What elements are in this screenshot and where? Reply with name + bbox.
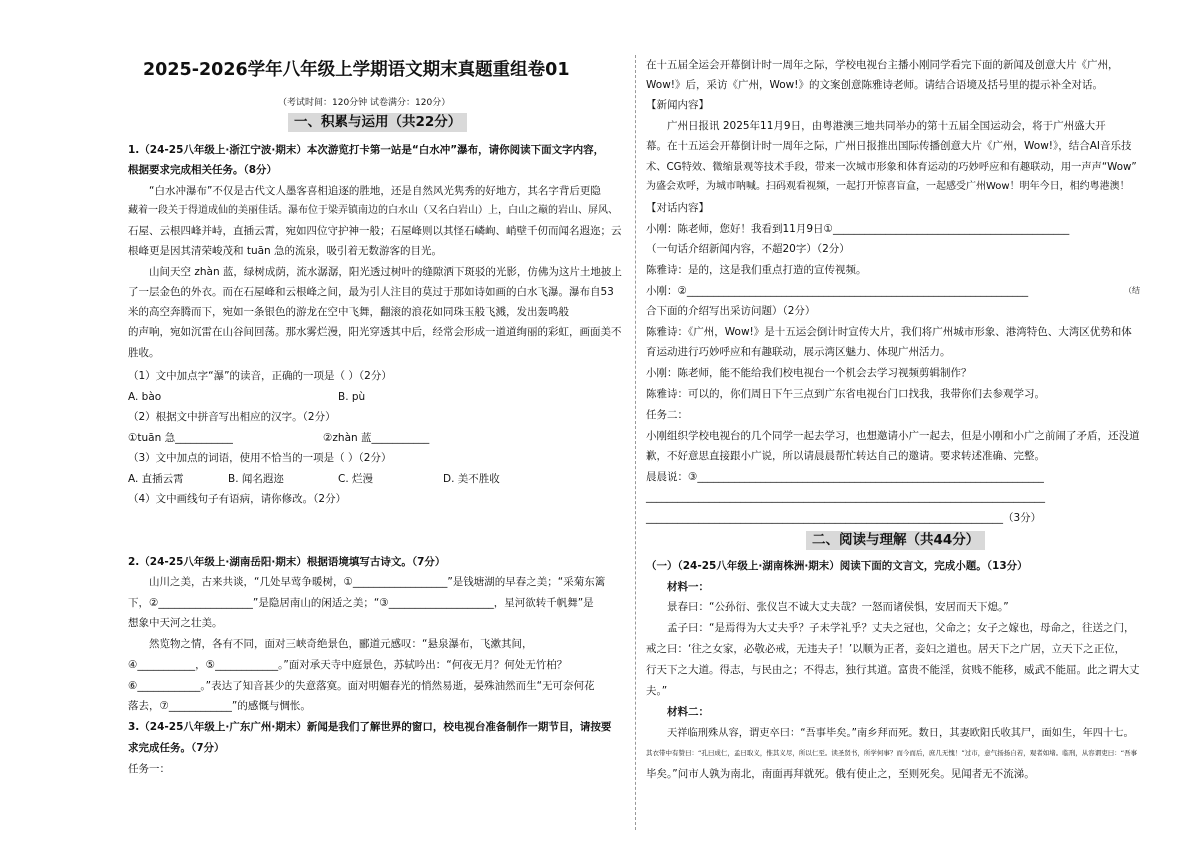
material-2-line: 其衣带中有赞曰：“孔曰成仁，孟曰取义，惟其义尽，所以仁至。读圣贤书，所学何事？而今而后，庶几无愧！”过市，意气扬扬自若，观者如堵。临刑，从容谓吏曰：“吾事 — [646, 749, 1138, 757]
news-line: 为盛会欢呼，为城市呐喊。扫码观看视频，一起打开惊喜盲盒，一起感受广州Wow！明年今日，相约粤港澳！ — [646, 181, 1130, 192]
q1-paragraph-line: 的声响，宛如沉雷在山谷间回荡。那水雾烂漫，阳光穿透其中后，经常会形成一道道绚丽的彩虹，画面美不 — [128, 326, 622, 338]
q1-paragraph-line: 米的高空奔腾而下，宛如一条银色的游龙在空中飞舞，翻滚的浪花如同珠玉般飞溅，发出轰鸣般 — [128, 306, 569, 318]
q1-sub1-option-a: A. bào — [128, 391, 162, 403]
q2-heading: 2.（24-25八年级上·湖南岳阳·期末）根据语境填写古诗文。（7分） — [128, 556, 446, 568]
news-line: 广州日报讯 2025年11月9日，由粤港澳三地共同举办的第十五届全国运动会，将于广州盛大开 — [667, 120, 1106, 132]
material-2-line: 毕矣。”问市人孰为南北，南面再拜就死。俄有使止之，至则死矣。见闻者无不流涕。 — [646, 768, 1035, 780]
task2-blank-line: ____________________________________________________________________________ — [646, 491, 1045, 503]
dialog-line: 育运动进行巧妙呼应和有趣联动，展示湾区魅力、体现广州活力。 — [646, 346, 951, 358]
q2-line: ⑥____________。”表达了知音甚少的失意落寞。面对明媚春光的悄然易逝，晏殊油然而生“无可奈何花 — [128, 680, 595, 692]
dialog-label: 【对话内容】 — [646, 202, 709, 214]
q1-sub3-option-d: D. 美不胜收 — [443, 473, 500, 485]
q1-paragraph-line: 了一层金色的外衣。而在石屋峰和云根峰之间，最为引人注目的莫过于那如诗如画的白水飞瀑。瀑布自53 — [128, 286, 614, 298]
q1-sub1: （1）文中加点字“瀑”的读音，正确的一项是（ ）（2分） — [128, 370, 392, 382]
q2-line: 落去，⑦____________”的感慨与惆怅。 — [128, 700, 311, 712]
q1-sub3: （3）文中加点的词语，使用不恰当的一项是（ ）（2分） — [128, 452, 392, 464]
material-1-label: 材料一： — [667, 581, 709, 593]
dialog-line: 小刚：②_________________________________________________________________ — [646, 285, 1029, 297]
q1-paragraph-line: 石屋、云根四峰并峙，直插云霄，宛如四位守护神一般；石屋峰则以其怪石嶙峋、峭壁千仞而闻名遐迩；云 — [128, 225, 622, 237]
task2-line: 小刚组织学校电视台的几个同学一起去学习，也想邀请小广一起去，但是小刚和小广之前闹了矛盾，还没道 — [646, 430, 1140, 442]
q1-paragraph-line: 胜收。 — [128, 347, 160, 359]
q2-line: 想象中天河之壮美。 — [128, 617, 223, 629]
q2-line: 然览物之情，各有不同，面对三峡奇绝景色，郦道元感叹：“悬泉瀑布，飞漱其间， — [149, 638, 533, 650]
material-1-line: 行天下之大道。得志，与民由之；不得志，独行其道。富贵不能淫，贫贱不能移，威武不能屈。此之谓大丈 — [646, 664, 1140, 676]
material-1-line: 夫。” — [646, 685, 668, 697]
news-line: 幕。在十五运会开幕倒计时一周年之际，广州日报推出国际传播创意大片《广州，Wow!》，结合AI音乐技 — [646, 140, 1132, 152]
q1-sub3-option-c: C. 烂漫 — [338, 473, 374, 485]
q2-line: 山川之美，古来共谈，“几处早莺争暖树，①__________________”是钱塘湖的早春之美；“采菊东篱 — [149, 576, 606, 588]
news-label: 【新闻内容】 — [646, 99, 709, 111]
q1-paragraph-line: 根峰更是因其清荣峻茂和 tuān 急的流泉，吸引着无数游客的目光。 — [128, 245, 443, 257]
q3-heading-2: 求完成任务。（7分） — [128, 742, 225, 754]
section-heading-1: 一、积累与运用（共22分） — [288, 113, 467, 132]
q2-line: 下，②__________________”是隐居南山的闲适之美；“③____________________，星河欲转千帆舞”是 — [128, 597, 594, 609]
q1-sub4: （4）文中画线句子有语病，请你修改。（2分） — [128, 493, 347, 505]
q1-paragraph-line: 山间天空 zhàn 蓝，绿树成荫，流水潺潺，阳光透过树叶的缝隙洒下斑驳的光影，仿佛为这片土地披上 — [149, 266, 622, 278]
material-2-label: 材料二： — [667, 706, 709, 718]
dialog-line-end: （结 — [1124, 286, 1140, 295]
material-1-line: 景春曰：“公孙衍、张仪岂不诚大丈夫哉？一怒而诸侯惧，安居而天下熄。” — [667, 601, 1009, 613]
exam-info: （考试时间：120分钟 试卷满分：120分） — [278, 98, 451, 108]
q1-sub3-option-a: A. 直插云霄 — [128, 473, 184, 485]
q1-sub1-option-b: B. pù — [338, 391, 366, 403]
q2-line: ④___________，⑤____________。”面对承天寺中庭景色，苏轼吟出：“何夜无月？何处无竹柏？ — [128, 659, 568, 671]
material-1-line: 戒之曰：‘往之女家，必敬必戒，无违夫子！’以顺为正者，妾妇之道也。居天下之广居，立天下之正位， — [646, 643, 1126, 655]
task2-line: 晨晨说：③__________________________________________________________________ — [646, 471, 1044, 483]
column-divider — [635, 55, 636, 830]
paper-title: 2025-2026学年八年级上学期语文期末真题重组卷01 — [143, 60, 570, 80]
dialog-line: 小刚：陈老师，能不能给我们校电视台一个机会去学习视频剪辑制作？ — [646, 367, 972, 379]
dialog-line: （一句话介绍新闻内容，不超20字）（2分） — [646, 243, 850, 255]
q1-sub2: （2）根据文中拼音写出相应的汉字。（2分） — [128, 411, 336, 423]
q1-sub3-option-b: B. 闻名遐迩 — [228, 473, 284, 485]
q1-heading-2: 根据要求完成相关任务。（8分） — [128, 164, 278, 176]
intro-line: Wow!》后，采访《广州，Wow!》的文案创意陈雅诗老师。请结合语境及括号里的提示补全对话。 — [646, 79, 1103, 91]
dialog-line: 合下面的介绍写出采访问题）（2分） — [646, 305, 816, 317]
task2-blank-line: ____________________________________________________________________（3分） — [646, 512, 1042, 524]
dialog-line: 陈雅诗：是的，这是我们重点打造的宣传视频。 — [646, 264, 867, 276]
q1-paragraph-line: “白水冲瀑布”不仅是古代文人墨客喜相追逐的胜地，还是自然风光隽秀的好地方，其名字背后更隐 — [149, 185, 601, 197]
q1-sub2-blank-2: ②zhàn 蓝___________ — [323, 432, 430, 444]
dialog-line: 陈雅诗：可以的，你们周日下午三点到广东省电视台门口找我，我带你们去参观学习。 — [646, 388, 1045, 400]
intro-line: 在十五届全运会开幕倒计时一周年之际，学校电视台主播小刚同学看完下面的新闻及创意大片《广州， — [646, 59, 1119, 71]
material-1-line: 孟子曰：“是焉得为大丈夫乎？子未学礼乎？丈夫之冠也，父命之；女子之嫁也，母命之，往送之门， — [667, 622, 1135, 634]
q1-sub2-blank-1: ①tuān 急___________ — [128, 432, 233, 444]
task2-line: 歉，不好意思直接跟小广说，所以请晨晨帮忙转达自己的邀请。要求转述准确、完整。 — [646, 450, 1045, 462]
material-2-line: 天祥临刑殊从容，谓吏卒曰：“吾事毕矣。”南乡拜而死。数日，其妻欧阳氏收其尸，面如生，年四十七。 — [667, 727, 1134, 739]
q1-paragraph-line: 藏着一段关于得道成仙的美丽佳话。瀑布位于梁弄镇南边的白水山（又名白岩山）上，白山之巅的岩山、屏风、 — [128, 205, 618, 216]
q1-heading: 1.（24-25八年级上·浙江宁波·期末）本次游览打卡第一站是“白水冲”瀑布，请你阅读下面文字内容， — [128, 144, 605, 156]
reading-q-heading: （一）（24-25八年级上·湖南株洲·期末）阅读下面的文言文，完成小题。（13分） — [646, 560, 1028, 572]
task2-label: 任务二： — [646, 409, 688, 421]
news-line: 术、CG特效、微缩景观等技术手段，带来一次城市形象和体育运动的巧妙呼应和有趣联动，用一声声“Wow” — [646, 161, 1137, 173]
q3-heading: 3.（24-25八年级上·广东广州·期末）新闻是我们了解世界的窗口，校电视台准备制作一期节目，请按要 — [128, 721, 612, 733]
dialog-line: 陈雅诗：《广州，Wow!》是十五运会倒计时宣传大片，我们将广州城市形象、港湾特色、大湾区优势和体 — [646, 326, 1132, 338]
dialog-line: 小刚：陈老师，您好！我看到11月9日①_____________________________________________ — [646, 223, 1070, 235]
section-heading-2: 二、阅读与理解（共44分） — [806, 531, 985, 550]
q3-task1: 任务一： — [128, 763, 170, 775]
